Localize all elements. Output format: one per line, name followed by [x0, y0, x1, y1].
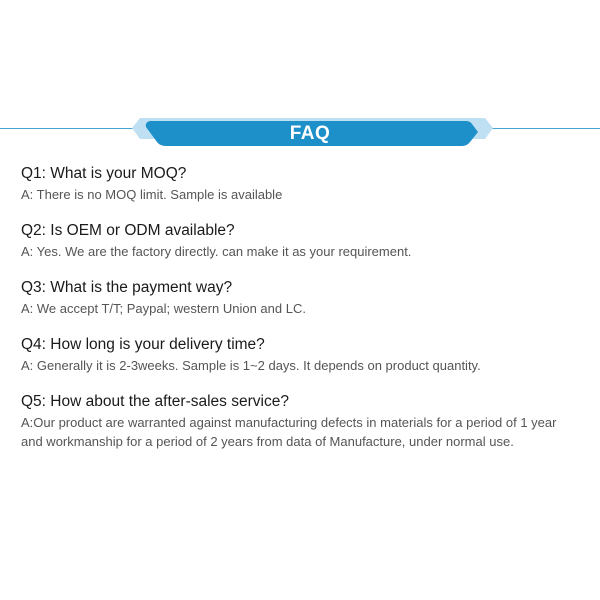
faq-answer: A: Generally it is 2-3weeks. Sample is 1~2 days. It depends on product quantity.: [21, 358, 481, 373]
faq-item: [21, 392, 581, 451]
faq-question: Q5: How about the after-sales service?: [21, 393, 289, 410]
faq-item: [21, 221, 581, 261]
faq-answer: A: Yes. We are the factory directly. can make it as your requirement.: [21, 244, 412, 259]
faq-answer: A: There is no MOQ limit. Sample is available: [21, 187, 283, 202]
faq-question: Q3: What is the payment way?: [21, 279, 233, 296]
faq-item: [21, 278, 581, 318]
faq-list: [21, 164, 581, 451]
faq-question: Q4: How long is your delivery time?: [21, 336, 265, 353]
faq-answer: A: We accept T/T; Paypal; western Union and LC.: [21, 301, 306, 316]
faq-item: [21, 164, 581, 204]
faq-question: Q2: Is OEM or ODM available?: [21, 222, 235, 239]
faq-answer: A:Our product are warranted against manufacturing defects in materials for a period of 1 year and workmanship for a period of 2 years from data of Manufacture, under normal use.: [21, 415, 557, 449]
faq-item: [21, 335, 581, 375]
faq-title: FAQ: [289, 123, 331, 144]
faq-question: Q1: What is your MOQ?: [21, 165, 187, 182]
